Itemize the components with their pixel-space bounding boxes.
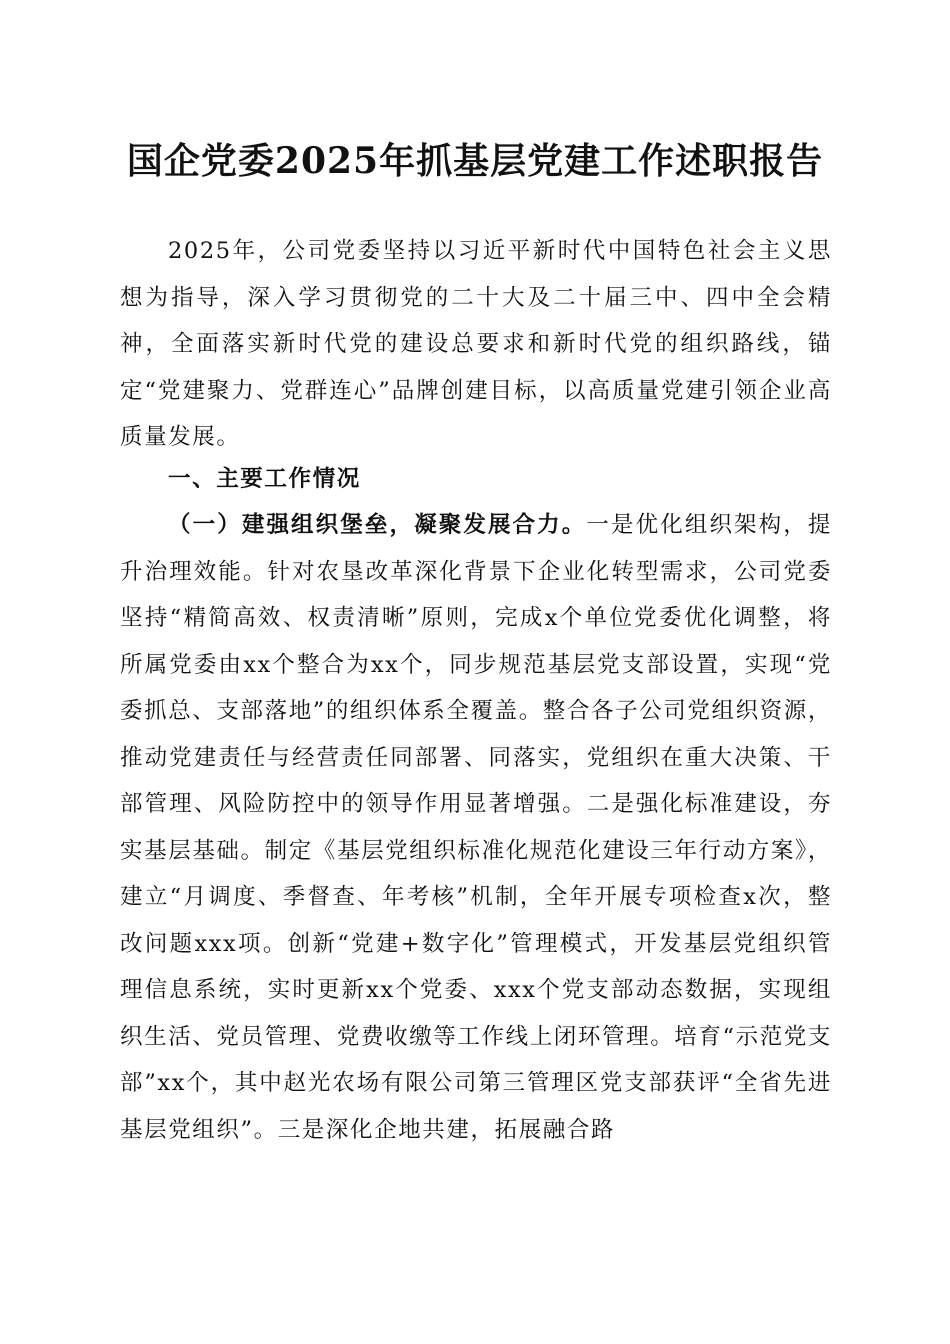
intro-paragraph: 2025年，公司党委坚持以习近平新时代中国特色社会主义思想为指导，深入学习贯彻党的二十大及二十届三中、四中全会精神，全面落实新时代党的建设总要求和新时代党的组织路线，锚定“党建聚力、党群连心”品牌创建目标，以高质量党建引领企业高质量发展。 (120, 238, 832, 450)
section-heading-main-work: 一、主要工作情况 (168, 466, 361, 492)
subsection-body-text: 一是优化组织架构，提升治理效能。针对农垦改革深化背景下企业化转型需求，公司党委坚持“精简高效、权责清晰”原则，完成x个单位党委优化调整，将所属党委由xx个整合为xx个，同步规范基层党支部设置，实现“党委抓总、支部落地”的组织体系全覆盖。整合各子公司党组织资源，推动党建责任与经营责任同部署、同落实，党组织在重大决策、干部管理、风险防控中的领导作用显著增强。二是强化标准建设，夯实基层基础。制定《基层党组织标准化规范化建设三年行动方案》，建立“月调度、季督查、年考核”机制，全年开展专项检查x次，整改问题xxx项。创新“党建+数字化”管理模式，开发基层党组织管理信息系统，实时更新xx个党委、xxx个党支部动态数据，实现组织生活、党员管理、党费收缴等工作线上闭环管理。培育“示范党支部”xx个，其中赵光农场有限公司第三管理区党支部获评“全省先进基层党组织”。三是深化企地共建，拓展融合路 (120, 512, 833, 1143)
document-title: 国企党委2025年抓基层党建工作述职报告 (126, 140, 824, 182)
section-1-paragraph (120, 502, 832, 1153)
subsection-heading-organization: （一）建强组织堡垒，凝聚发展合力。 (168, 512, 587, 538)
